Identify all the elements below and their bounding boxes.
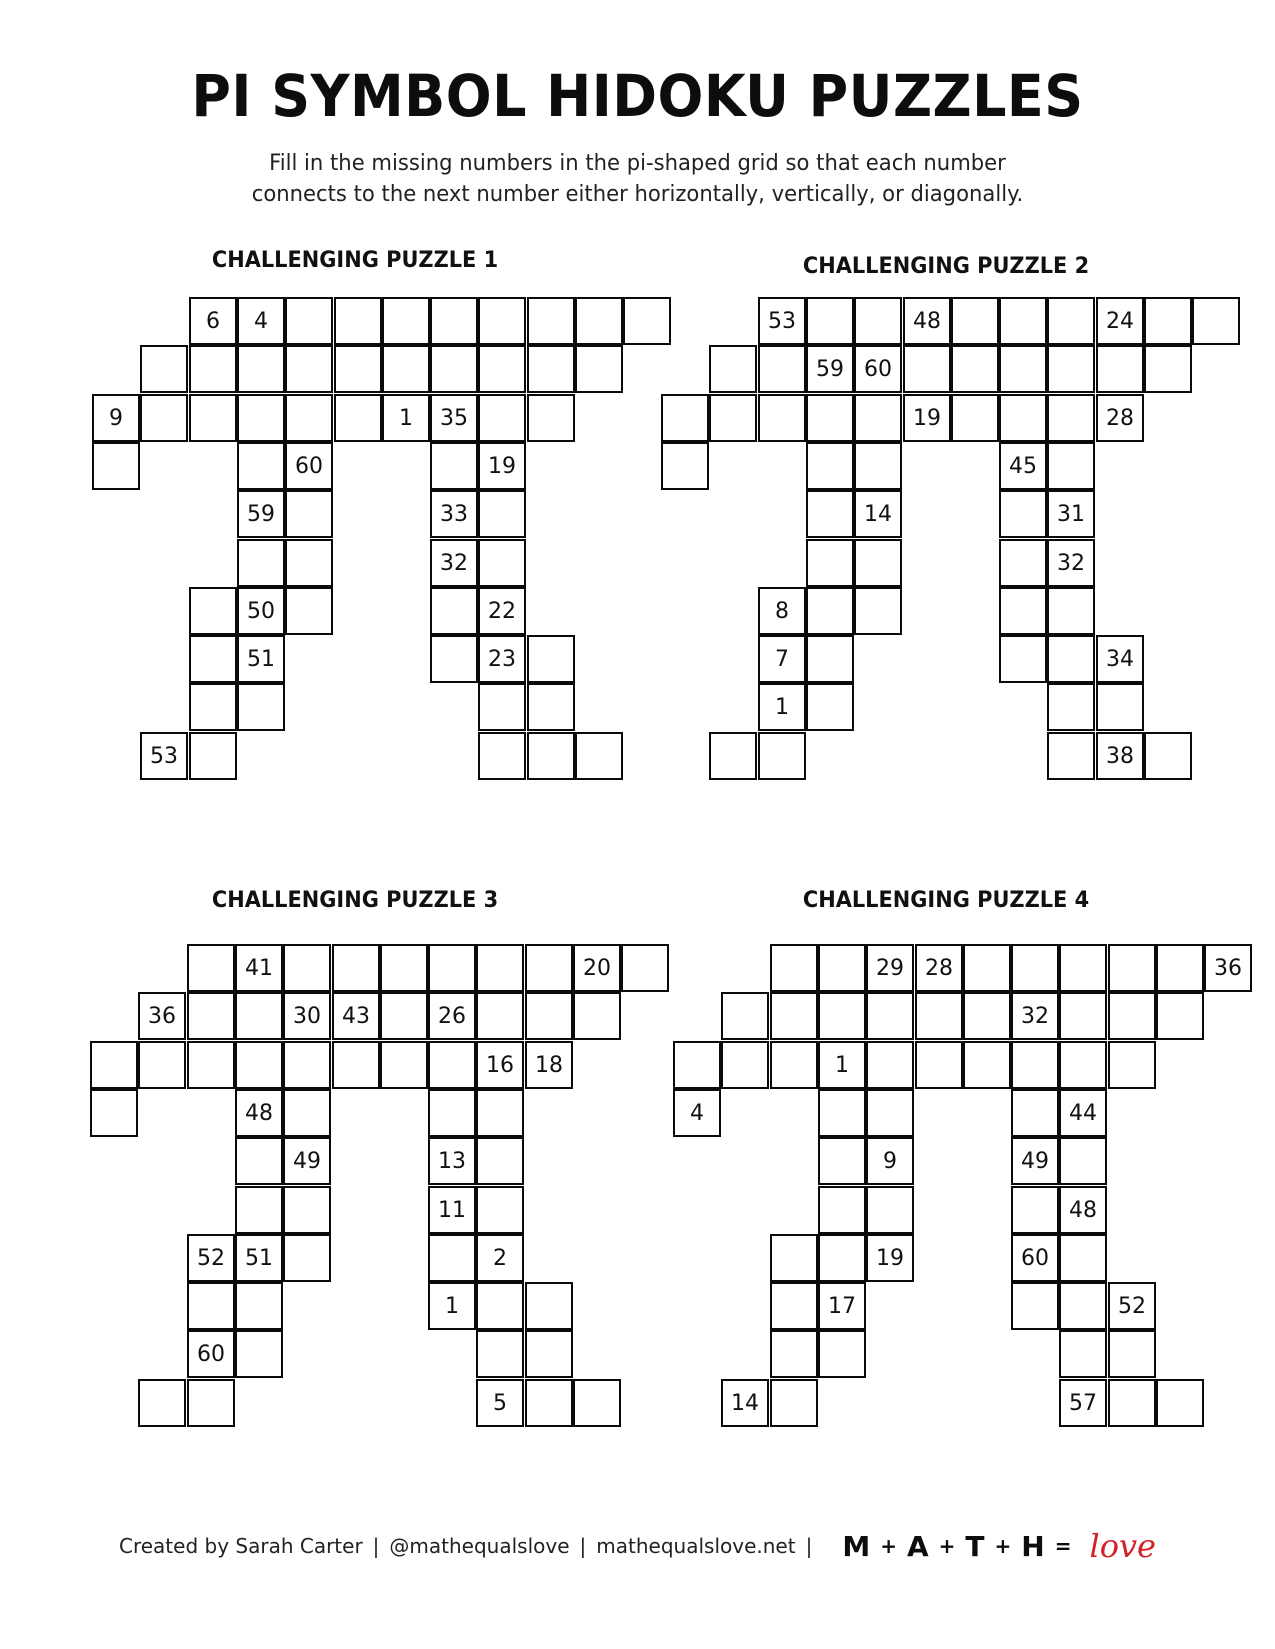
empty-cell[interactable]: [332, 1041, 380, 1089]
brand-love-script: love: [1089, 1527, 1156, 1565]
empty-cell[interactable]: [1059, 1330, 1107, 1378]
clue-cell: 16: [476, 1041, 524, 1089]
clue-cell: 32: [1011, 992, 1059, 1040]
empty-cell[interactable]: [963, 992, 1011, 1040]
empty-cell[interactable]: [285, 587, 333, 635]
empty-cell[interactable]: [1011, 944, 1059, 992]
clue-cell: 49: [1011, 1137, 1059, 1185]
empty-cell[interactable]: [854, 587, 902, 635]
empty-cell[interactable]: [806, 490, 854, 538]
empty-cell[interactable]: [623, 297, 671, 345]
empty-cell[interactable]: [1108, 1330, 1156, 1378]
clue-cell: 60: [1011, 1234, 1059, 1282]
empty-cell[interactable]: [189, 732, 237, 780]
page-title: PI SYMBOL HIDOKU PUZZLES: [191, 62, 1084, 130]
clue-cell: 17: [818, 1282, 866, 1330]
empty-cell[interactable]: [430, 442, 478, 490]
empty-cell[interactable]: [285, 297, 333, 345]
empty-cell[interactable]: [575, 297, 623, 345]
clue-cell: 6: [189, 297, 237, 345]
empty-cell[interactable]: [140, 345, 188, 393]
clue-cell: 1: [428, 1282, 476, 1330]
empty-cell[interactable]: [915, 1041, 963, 1089]
empty-cell[interactable]: [334, 345, 382, 393]
puzzle-title: CHALLENGING PUZZLE 4: [802, 888, 1090, 913]
empty-cell[interactable]: [673, 1041, 721, 1089]
empty-cell[interactable]: [189, 587, 237, 635]
empty-cell[interactable]: [951, 345, 999, 393]
empty-cell[interactable]: [709, 732, 757, 780]
empty-cell[interactable]: [1047, 394, 1095, 442]
empty-cell[interactable]: [478, 345, 526, 393]
instructions: [26, 148, 1250, 210]
empty-cell[interactable]: [428, 944, 476, 992]
empty-cell[interactable]: [187, 944, 235, 992]
empty-cell[interactable]: [573, 1379, 621, 1427]
instructions-line-1: Fill in the missing numbers in the pi-shaped grid so that each number: [269, 151, 1006, 176]
clue-cell: 57: [1059, 1379, 1107, 1427]
footer: [0, 1526, 1275, 1566]
empty-cell[interactable]: [1108, 992, 1156, 1040]
clue-cell: 59: [237, 490, 285, 538]
clue-cell: 19: [903, 394, 951, 442]
footer-separator: |: [805, 1534, 813, 1558]
clue-cell: 1: [382, 394, 430, 442]
brand-letter: M: [842, 1529, 871, 1563]
empty-cell[interactable]: [140, 394, 188, 442]
empty-cell[interactable]: [382, 297, 430, 345]
empty-cell[interactable]: [187, 1041, 235, 1089]
empty-cell[interactable]: [1011, 1282, 1059, 1330]
clue-cell: 1: [758, 683, 806, 731]
empty-cell[interactable]: [903, 345, 951, 393]
empty-cell[interactable]: [806, 539, 854, 587]
clue-cell: 48: [1059, 1186, 1107, 1234]
clue-cell: 19: [478, 442, 526, 490]
empty-cell[interactable]: [430, 297, 478, 345]
clue-cell: 29: [866, 944, 914, 992]
puzzle-title: CHALLENGING PUZZLE 2: [802, 254, 1090, 279]
empty-cell[interactable]: [999, 490, 1047, 538]
empty-cell[interactable]: [999, 394, 1047, 442]
empty-cell[interactable]: [661, 394, 709, 442]
brand-plus: +: [938, 1534, 956, 1558]
empty-cell[interactable]: [1047, 635, 1095, 683]
clue-cell: 11: [428, 1186, 476, 1234]
clue-cell: 45: [999, 442, 1047, 490]
empty-cell[interactable]: [285, 539, 333, 587]
clue-cell: 41: [235, 944, 283, 992]
empty-cell[interactable]: [478, 732, 526, 780]
empty-cell[interactable]: [285, 345, 333, 393]
clue-cell: 51: [235, 1234, 283, 1282]
empty-cell[interactable]: [283, 1041, 331, 1089]
empty-cell[interactable]: [806, 683, 854, 731]
empty-cell[interactable]: [818, 1330, 866, 1378]
empty-cell[interactable]: [525, 1379, 573, 1427]
brand-letter: T: [965, 1529, 985, 1563]
empty-cell[interactable]: [428, 1041, 476, 1089]
empty-cell[interactable]: [661, 442, 709, 490]
empty-cell[interactable]: [285, 394, 333, 442]
empty-cell[interactable]: [527, 345, 575, 393]
empty-cell[interactable]: [1011, 1089, 1059, 1137]
clue-cell: 7: [758, 635, 806, 683]
clue-cell: 4: [673, 1089, 721, 1137]
empty-cell[interactable]: [575, 732, 623, 780]
empty-cell[interactable]: [758, 345, 806, 393]
empty-cell[interactable]: [806, 442, 854, 490]
brand-letter: H: [1021, 1529, 1045, 1563]
empty-cell[interactable]: [90, 1089, 138, 1137]
clue-cell: 28: [1096, 394, 1144, 442]
empty-cell[interactable]: [770, 1379, 818, 1427]
math-equals-love-logo: [842, 1527, 1156, 1565]
empty-cell[interactable]: [525, 1330, 573, 1378]
footer-credit: Created by Sarah Carter: [119, 1534, 363, 1558]
empty-cell[interactable]: [854, 394, 902, 442]
empty-cell[interactable]: [138, 1379, 186, 1427]
empty-cell[interactable]: [963, 1041, 1011, 1089]
empty-cell[interactable]: [237, 442, 285, 490]
empty-cell[interactable]: [770, 1282, 818, 1330]
empty-cell[interactable]: [963, 944, 1011, 992]
clue-cell: 59: [806, 345, 854, 393]
clue-cell: 34: [1096, 635, 1144, 683]
empty-cell[interactable]: [866, 1041, 914, 1089]
empty-cell[interactable]: [1047, 587, 1095, 635]
empty-cell[interactable]: [806, 635, 854, 683]
clue-cell: 20: [573, 944, 621, 992]
empty-cell[interactable]: [90, 1041, 138, 1089]
empty-cell[interactable]: [332, 944, 380, 992]
empty-cell[interactable]: [1047, 345, 1095, 393]
clue-cell: 26: [428, 992, 476, 1040]
clue-cell: 32: [1047, 539, 1095, 587]
empty-cell[interactable]: [866, 1089, 914, 1137]
empty-cell[interactable]: [428, 1234, 476, 1282]
empty-cell[interactable]: [235, 1282, 283, 1330]
empty-cell[interactable]: [818, 1089, 866, 1137]
clue-cell: 50: [237, 587, 285, 635]
empty-cell[interactable]: [235, 1137, 283, 1185]
instructions-line-2: connects to the next number either horizontally, vertically, or diagonally.: [251, 182, 1024, 207]
empty-cell[interactable]: [478, 539, 526, 587]
clue-cell: 4: [237, 297, 285, 345]
clue-cell: 43: [332, 992, 380, 1040]
empty-cell[interactable]: [380, 944, 428, 992]
empty-cell[interactable]: [1059, 1137, 1107, 1185]
empty-cell[interactable]: [189, 683, 237, 731]
clue-cell: 36: [1204, 944, 1252, 992]
empty-cell[interactable]: [237, 345, 285, 393]
empty-cell[interactable]: [1096, 683, 1144, 731]
empty-cell[interactable]: [621, 944, 669, 992]
empty-cell[interactable]: [1059, 944, 1107, 992]
clue-cell: 53: [758, 297, 806, 345]
empty-cell[interactable]: [1108, 1041, 1156, 1089]
empty-cell[interactable]: [334, 297, 382, 345]
empty-cell[interactable]: [235, 992, 283, 1040]
clue-cell: 22: [478, 587, 526, 635]
empty-cell[interactable]: [382, 345, 430, 393]
empty-cell[interactable]: [237, 683, 285, 731]
empty-cell[interactable]: [854, 442, 902, 490]
empty-cell[interactable]: [1144, 297, 1192, 345]
empty-cell[interactable]: [854, 539, 902, 587]
empty-cell[interactable]: [237, 394, 285, 442]
clue-cell: 18: [525, 1041, 573, 1089]
clue-cell: 24: [1096, 297, 1144, 345]
empty-cell[interactable]: [818, 1186, 866, 1234]
empty-cell[interactable]: [999, 345, 1047, 393]
empty-cell[interactable]: [1059, 1282, 1107, 1330]
puzzle-title: CHALLENGING PUZZLE 3: [211, 888, 499, 913]
empty-cell[interactable]: [527, 683, 575, 731]
empty-cell[interactable]: [999, 587, 1047, 635]
empty-cell[interactable]: [709, 345, 757, 393]
clue-cell: 9: [92, 394, 140, 442]
empty-cell[interactable]: [1011, 1186, 1059, 1234]
empty-cell[interactable]: [709, 394, 757, 442]
clue-cell: 38: [1096, 732, 1144, 780]
puzzle-title: CHALLENGING PUZZLE 1: [211, 248, 499, 273]
empty-cell[interactable]: [428, 1089, 476, 1137]
clue-cell: 48: [235, 1089, 283, 1137]
empty-cell[interactable]: [235, 1186, 283, 1234]
empty-cell[interactable]: [770, 1330, 818, 1378]
clue-cell: 44: [1059, 1089, 1107, 1137]
empty-cell[interactable]: [758, 394, 806, 442]
empty-cell[interactable]: [334, 394, 382, 442]
empty-cell[interactable]: [575, 345, 623, 393]
clue-cell: 48: [903, 297, 951, 345]
empty-cell[interactable]: [866, 992, 914, 1040]
empty-cell[interactable]: [476, 1330, 524, 1378]
empty-cell[interactable]: [1108, 944, 1156, 992]
empty-cell[interactable]: [478, 394, 526, 442]
empty-cell[interactable]: [189, 394, 237, 442]
clue-cell: 49: [283, 1137, 331, 1185]
empty-cell[interactable]: [1047, 442, 1095, 490]
empty-cell[interactable]: [476, 1137, 524, 1185]
clue-cell: 31: [1047, 490, 1095, 538]
empty-cell[interactable]: [525, 944, 573, 992]
empty-cell[interactable]: [476, 992, 524, 1040]
empty-cell[interactable]: [951, 394, 999, 442]
empty-cell[interactable]: [1144, 345, 1192, 393]
empty-cell[interactable]: [189, 345, 237, 393]
empty-cell[interactable]: [1192, 297, 1240, 345]
empty-cell[interactable]: [1059, 1234, 1107, 1282]
empty-cell[interactable]: [476, 944, 524, 992]
clue-cell: 52: [1108, 1282, 1156, 1330]
empty-cell[interactable]: [770, 1234, 818, 1282]
empty-cell[interactable]: [951, 297, 999, 345]
empty-cell[interactable]: [527, 394, 575, 442]
empty-cell[interactable]: [770, 1041, 818, 1089]
empty-cell[interactable]: [527, 297, 575, 345]
empty-cell[interactable]: [478, 297, 526, 345]
clue-cell: 51: [237, 635, 285, 683]
empty-cell[interactable]: [818, 944, 866, 992]
empty-cell[interactable]: [285, 490, 333, 538]
empty-cell[interactable]: [1156, 944, 1204, 992]
empty-cell[interactable]: [915, 992, 963, 1040]
empty-cell[interactable]: [770, 992, 818, 1040]
empty-cell[interactable]: [999, 539, 1047, 587]
empty-cell[interactable]: [806, 587, 854, 635]
empty-cell[interactable]: [999, 297, 1047, 345]
empty-cell[interactable]: [476, 1186, 524, 1234]
clue-cell: 13: [428, 1137, 476, 1185]
clue-cell: 14: [721, 1379, 769, 1427]
empty-cell[interactable]: [1047, 732, 1095, 780]
clue-cell: 32: [430, 539, 478, 587]
empty-cell[interactable]: [818, 1234, 866, 1282]
empty-cell[interactable]: [430, 587, 478, 635]
empty-cell[interactable]: [1096, 345, 1144, 393]
empty-cell[interactable]: [527, 635, 575, 683]
empty-cell[interactable]: [478, 490, 526, 538]
empty-cell[interactable]: [1144, 732, 1192, 780]
clue-cell: 35: [430, 394, 478, 442]
clue-cell: 33: [430, 490, 478, 538]
clue-cell: 23: [478, 635, 526, 683]
clue-cell: 60: [187, 1330, 235, 1378]
empty-cell[interactable]: [1059, 1041, 1107, 1089]
empty-cell[interactable]: [283, 1186, 331, 1234]
empty-cell[interactable]: [187, 1282, 235, 1330]
brand-plus: +: [994, 1534, 1012, 1558]
empty-cell[interactable]: [806, 297, 854, 345]
clue-cell: 53: [140, 732, 188, 780]
empty-cell[interactable]: [1059, 992, 1107, 1040]
empty-cell[interactable]: [1047, 683, 1095, 731]
empty-cell[interactable]: [1156, 1379, 1204, 1427]
empty-cell[interactable]: [866, 1186, 914, 1234]
clue-cell: 28: [915, 944, 963, 992]
empty-cell[interactable]: [525, 1282, 573, 1330]
empty-cell[interactable]: [187, 1379, 235, 1427]
empty-cell[interactable]: [758, 732, 806, 780]
empty-cell[interactable]: [235, 1330, 283, 1378]
empty-cell[interactable]: [380, 1041, 428, 1089]
empty-cell[interactable]: [430, 345, 478, 393]
empty-cell[interactable]: [818, 1137, 866, 1185]
empty-cell[interactable]: [380, 992, 428, 1040]
brand-equals: =: [1054, 1534, 1072, 1558]
empty-cell[interactable]: [430, 635, 478, 683]
clue-cell: 60: [854, 345, 902, 393]
empty-cell[interactable]: [283, 1234, 331, 1282]
empty-cell[interactable]: [283, 944, 331, 992]
clue-cell: 36: [138, 992, 186, 1040]
clue-cell: 19: [866, 1234, 914, 1282]
empty-cell[interactable]: [92, 442, 140, 490]
empty-cell[interactable]: [187, 992, 235, 1040]
empty-cell[interactable]: [525, 992, 573, 1040]
empty-cell[interactable]: [1108, 1379, 1156, 1427]
empty-cell[interactable]: [527, 732, 575, 780]
empty-cell[interactable]: [721, 1041, 769, 1089]
footer-separator: |: [372, 1534, 380, 1558]
empty-cell[interactable]: [806, 394, 854, 442]
clue-cell: 8: [758, 587, 806, 635]
brand-plus: +: [880, 1534, 897, 1558]
clue-cell: 14: [854, 490, 902, 538]
empty-cell[interactable]: [476, 1282, 524, 1330]
footer-separator: |: [579, 1534, 587, 1558]
empty-cell[interactable]: [476, 1089, 524, 1137]
empty-cell[interactable]: [818, 992, 866, 1040]
empty-cell[interactable]: [235, 1041, 283, 1089]
empty-cell[interactable]: [999, 635, 1047, 683]
clue-cell: 2: [476, 1234, 524, 1282]
clue-cell: 60: [285, 442, 333, 490]
empty-cell[interactable]: [138, 1041, 186, 1089]
empty-cell[interactable]: [283, 1089, 331, 1137]
empty-cell[interactable]: [237, 539, 285, 587]
brand-letter: A: [906, 1529, 929, 1563]
clue-cell: 1: [818, 1041, 866, 1089]
empty-cell[interactable]: [478, 683, 526, 731]
clue-cell: 52: [187, 1234, 235, 1282]
empty-cell[interactable]: [189, 635, 237, 683]
empty-cell[interactable]: [1011, 1041, 1059, 1089]
clue-cell: 30: [283, 992, 331, 1040]
empty-cell[interactable]: [1047, 297, 1095, 345]
empty-cell[interactable]: [770, 944, 818, 992]
clue-cell: 9: [866, 1137, 914, 1185]
clue-cell: 5: [476, 1379, 524, 1427]
footer-handle: @mathequalslove: [389, 1534, 570, 1558]
empty-cell[interactable]: [573, 992, 621, 1040]
footer-website: mathequalslove.net: [596, 1534, 796, 1558]
empty-cell[interactable]: [854, 297, 902, 345]
empty-cell[interactable]: [721, 992, 769, 1040]
empty-cell[interactable]: [1156, 992, 1204, 1040]
